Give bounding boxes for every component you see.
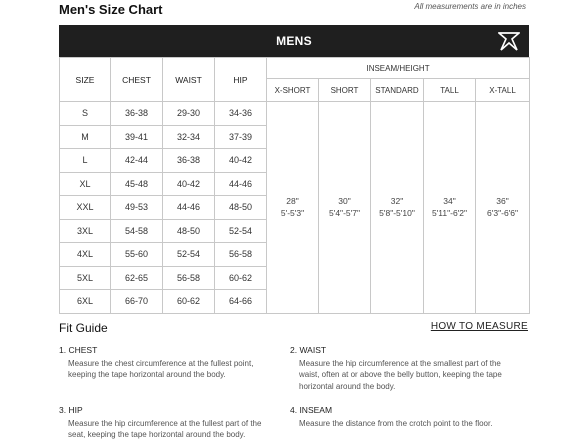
col-hip-header: HIP [215,58,267,102]
col-chest-header: CHEST [111,58,163,102]
size-cell: XL [60,172,111,196]
chest-cell: 62-65 [111,266,163,290]
inseam-cell [319,102,371,314]
fit-guide-item [59,345,279,381]
waist-cell: 52-54 [163,243,215,267]
fit-guide-item [59,405,279,441]
hip-cell: 48-50 [215,196,267,220]
height-range: 5'8"-5'10" [379,208,415,219]
inseam-height-header: INSEAM/HEIGHT [267,58,530,79]
fit-guide-text: Measure the distance from the crotch point to the floor. [299,418,493,428]
hip-cell: 52-54 [215,219,267,243]
inseam-label: SHORT [319,79,371,102]
chest-cell: 45-48 [111,172,163,196]
size-cell: M [60,125,111,149]
waist-cell: 36-38 [163,149,215,173]
inseam-label: X-SHORT [267,79,319,102]
chest-cell: 42-44 [111,149,163,173]
fit-guide-item [290,405,510,429]
inseam-value: 32" [390,196,404,207]
fit-guide-heading: 2. WAIST [290,345,327,355]
inseam-cell [371,102,424,314]
col-size-header: SIZE [60,58,111,102]
size-cell: 6XL [60,290,111,314]
height-range: 6'3"-6'6" [487,208,519,219]
measurement-note: All measurements are in inches [414,2,526,11]
hip-cell: 44-46 [215,172,267,196]
waist-cell: 44-46 [163,196,215,220]
size-table [59,57,530,314]
inseam-value: 34" [443,196,456,207]
waist-cell: 56-58 [163,266,215,290]
size-cell: S [60,102,111,126]
size-cell: 5XL [60,266,111,290]
inseam-value: 36" [496,196,509,207]
chest-cell: 36-38 [111,102,163,126]
header-row [60,58,530,79]
waist-cell: 29-30 [163,102,215,126]
col-waist-header: WAIST [163,58,215,102]
x-logo-icon [498,31,520,51]
fit-guide-heading: 4. INSEAM [290,405,333,415]
height-range: 5'-5'3" [280,208,305,219]
waist-cell: 32-34 [163,125,215,149]
inseam-cell [424,102,476,314]
height-range: 5'4"-5'7" [328,208,361,219]
size-chart [59,25,529,314]
how-to-measure-link[interactable]: HOW TO MEASURE [430,321,528,332]
chest-cell: 54-58 [111,219,163,243]
size-cell: L [60,149,111,173]
fit-guide-heading: 3. HIP [59,405,83,415]
hip-cell: 64-66 [215,290,267,314]
inseam-cell [267,102,319,314]
hip-cell: 60-62 [215,266,267,290]
fit-guide-item [290,345,510,392]
inseam-label: STANDARD [371,79,424,102]
chest-cell: 49-53 [111,196,163,220]
hip-cell: 37-39 [215,125,267,149]
inseam-value: 30" [338,196,351,207]
height-range: 5'11"-6'2" [431,208,468,219]
size-cell: 4XL [60,243,111,267]
size-cell: 3XL [60,219,111,243]
inseam-label: TALL [424,79,476,102]
fit-guide-text: Measure the hip circumference at the fullest part of the seat, keeping the tape horizontal around the body. [68,418,262,439]
chest-cell: 55-60 [111,243,163,267]
waist-cell: 48-50 [163,219,215,243]
chest-cell: 66-70 [111,290,163,314]
hip-cell: 40-42 [215,149,267,173]
waist-cell: 60-62 [163,290,215,314]
chest-cell: 39-41 [111,125,163,149]
fit-guide-title: Fit Guide [59,321,108,335]
chart-header [59,25,529,57]
table-row [60,102,530,126]
page-title: Men's Size Chart [59,2,163,17]
inseam-cell [476,102,530,314]
inseam-label: X-TALL [476,79,530,102]
fit-guide-heading: 1. CHEST [59,345,98,355]
hip-cell: 56-58 [215,243,267,267]
waist-cell: 40-42 [163,172,215,196]
chart-header-title: MENS [276,34,312,48]
size-cell: XXL [60,196,111,220]
inseam-value: 28" [286,196,299,207]
hip-cell: 34-36 [215,102,267,126]
fit-guide-text: Measure the chest circumference at the fullest point, keeping the tape horizontal around the body. [68,358,254,379]
fit-guide-text: Measure the hip circumference at the smallest part of the waist, often at or above the belly button, keeping the tape horizontal around the body. [299,358,502,391]
